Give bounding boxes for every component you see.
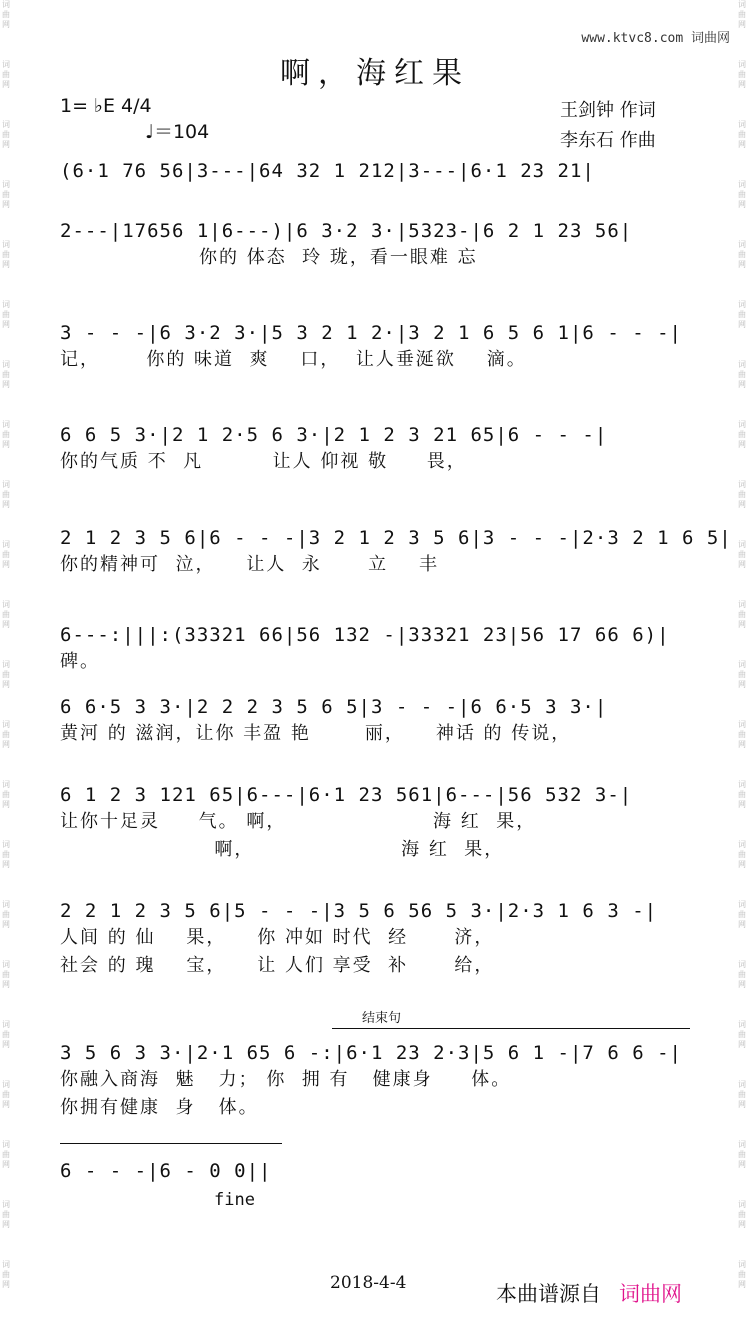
watermark-text: 词曲网 bbox=[2, 180, 10, 209]
date: 2018-4-4 bbox=[330, 1273, 407, 1293]
lyric-line: 你的气质 不 凡 让人 仰视 敬 畏， bbox=[60, 451, 467, 472]
notes-line: 2---|17656 1|6---)|6 3·2 3·|5323-|6 2 1 23 56| bbox=[60, 220, 633, 242]
watermark-text: 词曲网 bbox=[2, 660, 10, 689]
watermark-text: 词曲网 bbox=[738, 360, 746, 389]
notes-line: 6 1 2 3 121 65|6---|6·1 23 561|6---|56 532 3-| bbox=[60, 784, 633, 806]
watermark-text: 词曲网 bbox=[738, 600, 746, 629]
lyric-line: 记， 你的 味道 爽 口， 让人垂涎欲 滴。 bbox=[60, 349, 527, 370]
watermark-text: 词曲网 bbox=[2, 1260, 10, 1289]
composer: 李东石 作曲 bbox=[560, 130, 656, 151]
watermark-text: 词曲网 bbox=[2, 0, 10, 29]
watermark-text: 词曲网 bbox=[2, 900, 10, 929]
lyric-line: 你的 体态 玲 珑，看一眼难 忘 bbox=[60, 247, 478, 268]
notes-line: 6---:|||:(33321 66|56 132 -|33321 23|56 17 66 6)| bbox=[60, 624, 670, 646]
score-row bbox=[60, 1040, 700, 1122]
watermark-text: 词曲网 bbox=[2, 480, 10, 509]
score-row bbox=[60, 622, 700, 676]
end-phrase-bracket bbox=[60, 1143, 282, 1144]
right-watermark-strip bbox=[738, 0, 748, 1334]
watermark-text: 词曲网 bbox=[2, 420, 10, 449]
watermark-text: 词曲网 bbox=[2, 240, 10, 269]
watermark-text: 词曲网 bbox=[738, 300, 746, 329]
score-row bbox=[60, 422, 700, 476]
site-url: www.ktvc8.com 词曲网 bbox=[581, 31, 730, 46]
watermark-text: 词曲网 bbox=[738, 720, 746, 749]
watermark-text: 词曲网 bbox=[738, 1020, 746, 1049]
score-row bbox=[60, 694, 700, 748]
notes-line: (6·1 76 56|3---|64 32 1 212|3---|6·1 23 21| bbox=[60, 160, 595, 182]
watermark-text: 词曲网 bbox=[738, 960, 746, 989]
lyric-line: 你拥有健康 身 体。 bbox=[60, 1097, 259, 1118]
notes-line: 6 6·5 3 3·|2 2 2 3 5 6 5|3 - - -|6 6·5 3 3·| bbox=[60, 696, 608, 718]
watermark-text: 词曲网 bbox=[2, 1020, 10, 1049]
watermark-text: 词曲网 bbox=[738, 480, 746, 509]
lyricist: 王剑钟 作词 bbox=[560, 100, 656, 121]
score-row bbox=[60, 782, 700, 864]
source-credit bbox=[496, 1278, 682, 1308]
watermark-text: 词曲网 bbox=[738, 1200, 746, 1229]
watermark-text: 词曲网 bbox=[2, 540, 10, 569]
song-title: 啊，海红果 bbox=[280, 56, 470, 91]
watermark-text: 词曲网 bbox=[738, 1140, 746, 1169]
score-row bbox=[60, 525, 732, 579]
fine-label: fine bbox=[214, 1190, 255, 1210]
notes-line: 2 1 2 3 5 6|6 - - -|3 2 1 2 3 5 6|3 - - -|2·3 2 1 6 5| bbox=[60, 527, 732, 549]
watermark-text: 词曲网 bbox=[2, 1080, 10, 1109]
score-row bbox=[60, 158, 700, 184]
notes-line: 6 - - -|6 - 0 0|| bbox=[60, 1160, 272, 1182]
watermark-text: 词曲网 bbox=[2, 300, 10, 329]
watermark-text: 词曲网 bbox=[738, 180, 746, 209]
end-phrase-label: 结束句 bbox=[362, 1011, 402, 1026]
lyric-line: 人间 的 仙 果， 你 冲如 时代 经 济， bbox=[60, 927, 495, 948]
score-row bbox=[60, 1158, 700, 1184]
lyric-line: 黄河 的 滋润，让你 丰盈 艳 丽， 神话 的 传说， bbox=[60, 723, 572, 744]
watermark-text: 词曲网 bbox=[2, 720, 10, 749]
notes-line: 2 2 1 2 3 5 6|5 - - -|3 5 6 56 5 3·|2·3 1 6 3 -| bbox=[60, 900, 658, 922]
left-watermark-strip bbox=[2, 0, 12, 1334]
watermark-text: 词曲网 bbox=[2, 1140, 10, 1169]
notes-line: 6 6 5 3·|2 1 2·5 6 3·|2 1 2 3 21 65|6 - - -| bbox=[60, 424, 608, 446]
lyric-line: 让你十足灵 气。 啊， 海 红 果， bbox=[60, 811, 537, 832]
watermark-text: 词曲网 bbox=[2, 360, 10, 389]
lyric-line: 啊， 海 红 果， bbox=[60, 839, 505, 860]
watermark-text: 词曲网 bbox=[738, 540, 746, 569]
watermark-text: 词曲网 bbox=[738, 60, 746, 89]
watermark-text: 词曲网 bbox=[738, 780, 746, 809]
watermark-text: 词曲网 bbox=[2, 1200, 10, 1229]
lyric-line: 社会 的 瑰 宝， 让 人们 享受 补 给， bbox=[60, 955, 495, 976]
watermark-text: 词曲网 bbox=[738, 240, 746, 269]
watermark-text: 词曲网 bbox=[738, 660, 746, 689]
watermark-text: 词曲网 bbox=[738, 900, 746, 929]
watermark-text: 词曲网 bbox=[738, 120, 746, 149]
watermark-text: 词曲网 bbox=[738, 420, 746, 449]
key-signature: 1= ♭E 4/4 bbox=[60, 95, 152, 117]
notes-line: 3 - - -|6 3·2 3·|5 3 2 1 2·|3 2 1 6 5 6 1|6 - - -| bbox=[60, 322, 682, 344]
end-phrase-bracket bbox=[332, 1028, 690, 1029]
watermark-text: 词曲网 bbox=[2, 840, 10, 869]
score-row bbox=[60, 898, 700, 980]
watermark-text: 词曲网 bbox=[738, 0, 746, 29]
watermark-text: 词曲网 bbox=[2, 60, 10, 89]
tempo-marking: ♩＝104 bbox=[145, 121, 210, 143]
source-text: 本曲谱源自 bbox=[496, 1282, 601, 1306]
watermark-text: 词曲网 bbox=[2, 780, 10, 809]
credits bbox=[560, 96, 656, 156]
watermark-text: 词曲网 bbox=[2, 600, 10, 629]
watermark-text: 词曲网 bbox=[2, 960, 10, 989]
source-brand-link[interactable]: 词曲网 bbox=[619, 1282, 682, 1306]
watermark-text: 词曲网 bbox=[2, 120, 10, 149]
score-row bbox=[60, 320, 700, 374]
lyric-line: 你融入商海 魅 力； 你 拥 有 健康身 体。 bbox=[60, 1069, 512, 1090]
score-row bbox=[60, 218, 700, 272]
watermark-text: 词曲网 bbox=[738, 840, 746, 869]
watermark-text: 词曲网 bbox=[738, 1080, 746, 1109]
notes-line: 3 5 6 3 3·|2·1 65 6 -:|6·1 23 2·3|5 6 1 -|7 6 6 -| bbox=[60, 1042, 682, 1064]
watermark-text: 词曲网 bbox=[738, 1260, 746, 1289]
lyric-line: 你的精神可 泣， 让人 永 立 丰 bbox=[60, 554, 439, 575]
lyric-line: 碑。 bbox=[60, 651, 100, 672]
